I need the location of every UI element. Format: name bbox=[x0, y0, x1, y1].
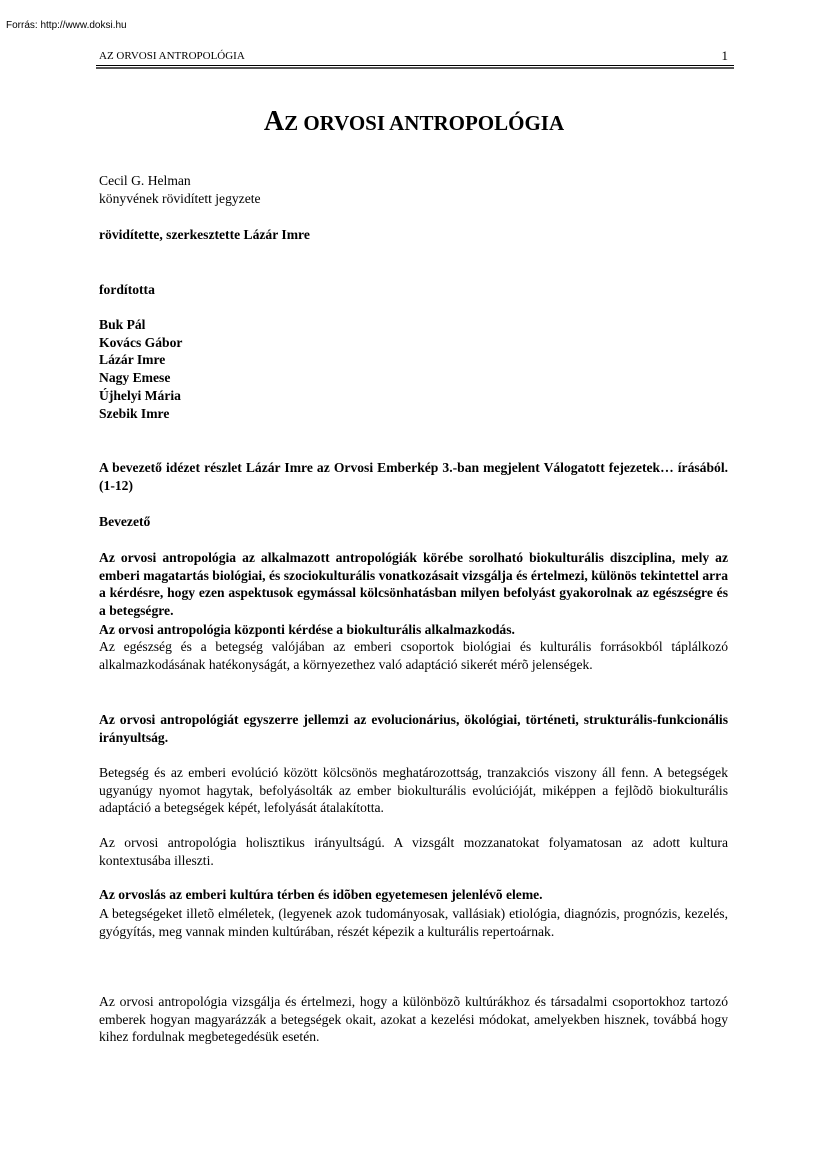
page-number: 1 bbox=[721, 48, 728, 63]
paragraph-examines: Az orvosi antropológia vizsgálja és értelmezi, hogy a különbözõ kultúrákhoz és társadalmi csoportokhoz tartozó emberek hogyan magyarázzák a betegségek okait, azokat a kezelési módokat, amelyekben hisznek, továbbá hogy kihez fordulnak megbetegedésük esetén. bbox=[99, 994, 728, 1044]
section-heading: Bevezető bbox=[99, 514, 151, 529]
source-note: Forrás: http://www.doksi.hu bbox=[6, 20, 127, 31]
paragraph-holistic: Az orvosi antropológia holisztikus irányultságú. A vizsgált mozzanatokat folyamatosan az adott kultura kontextusába illeszti. bbox=[99, 835, 728, 868]
translator-name: Lázár Imre bbox=[99, 352, 166, 367]
paragraph-medicine-heading: Az orvoslás az emberi kultúra térben és idõben egyetemesen jelenlévõ eleme. bbox=[99, 887, 543, 902]
paragraph-health: Az egészség és a betegség valójában az emberi csoportok biológiai és kulturális forrásokból táplálkozó alkalmazkodásának hatékonyságát, a környezethez való adaptáció sikerét mérõ jelenségek. bbox=[99, 639, 728, 672]
title-initial: A bbox=[263, 106, 285, 137]
running-header bbox=[96, 50, 732, 65]
paragraph-orientation: Az orvosi antropológiát egyszerre jellemzi az evolucionárius, ökológiai, történeti, strukturális-funkcionális irányultság. bbox=[99, 712, 728, 745]
author-subtitle: könyvének rövidített jegyzete bbox=[99, 191, 261, 206]
running-title: AZ ORVOSI ANTROPOLÓGIA bbox=[99, 50, 245, 62]
translator-name: Buk Pál bbox=[99, 317, 146, 332]
translator-name: Kovács Gábor bbox=[99, 335, 183, 350]
editor-line: rövidítette, szerkesztette Lázár Imre bbox=[99, 227, 310, 242]
translator-name: Újhelyi Mária bbox=[99, 388, 181, 403]
paragraph-evolution: Betegség és az emberi evolúció között kölcsönös meghatározottság, tranzakciós viszony áll fenn. A betegségek ugyanúgy nyomot hagytak, befolyásolták az ember biokulturális evolúcióját, miképpen a fejlõdõ biokulturális adaptáció a betegségek képét, lefolyását átalakította. bbox=[99, 765, 728, 815]
header-rule bbox=[96, 65, 734, 69]
title-rest: Z ORVOSI ANTROPOLÓGIA bbox=[284, 111, 565, 135]
document-title bbox=[96, 106, 732, 138]
author-name: Cecil G. Helman bbox=[99, 173, 191, 188]
intro-note: A bevezető idézet részlet Lázár Imre az Orvosi Emberkép 3.-ban megjelent Válogatott fejezetek… írásából. (1-12) bbox=[99, 460, 728, 493]
paragraph-central-question: Az orvosi antropológia központi kérdése a biokulturális alkalmazkodás. bbox=[99, 622, 515, 637]
paragraph-theories: A betegségeket illetõ elméletek, (legyenek azok tudományosak, vallásiak) etiológia, diagnózis, prognózis, kezelés, gyógyítás, meg vannak minden kultúrában, részét képezik a kulturális repertoárnak. bbox=[99, 906, 728, 939]
translator-name: Nagy Emese bbox=[99, 370, 171, 385]
paragraph-definition: Az orvosi antropológia az alkalmazott antropológiák körébe sorolható biokulturális diszciplina, mely az emberi magatartás biológiai, és szociokulturális vonatkozásait vizsgálja és értelmezi, különös tekintettel arra a kérdésre, hogy ezen aspektusok egymással kölcsönhatásban milyen befolyást gyakorolnak az egészségre és a betegségre. bbox=[99, 550, 728, 618]
translated-by-label: fordította bbox=[99, 282, 155, 297]
translator-name: Szebik Imre bbox=[99, 406, 170, 421]
